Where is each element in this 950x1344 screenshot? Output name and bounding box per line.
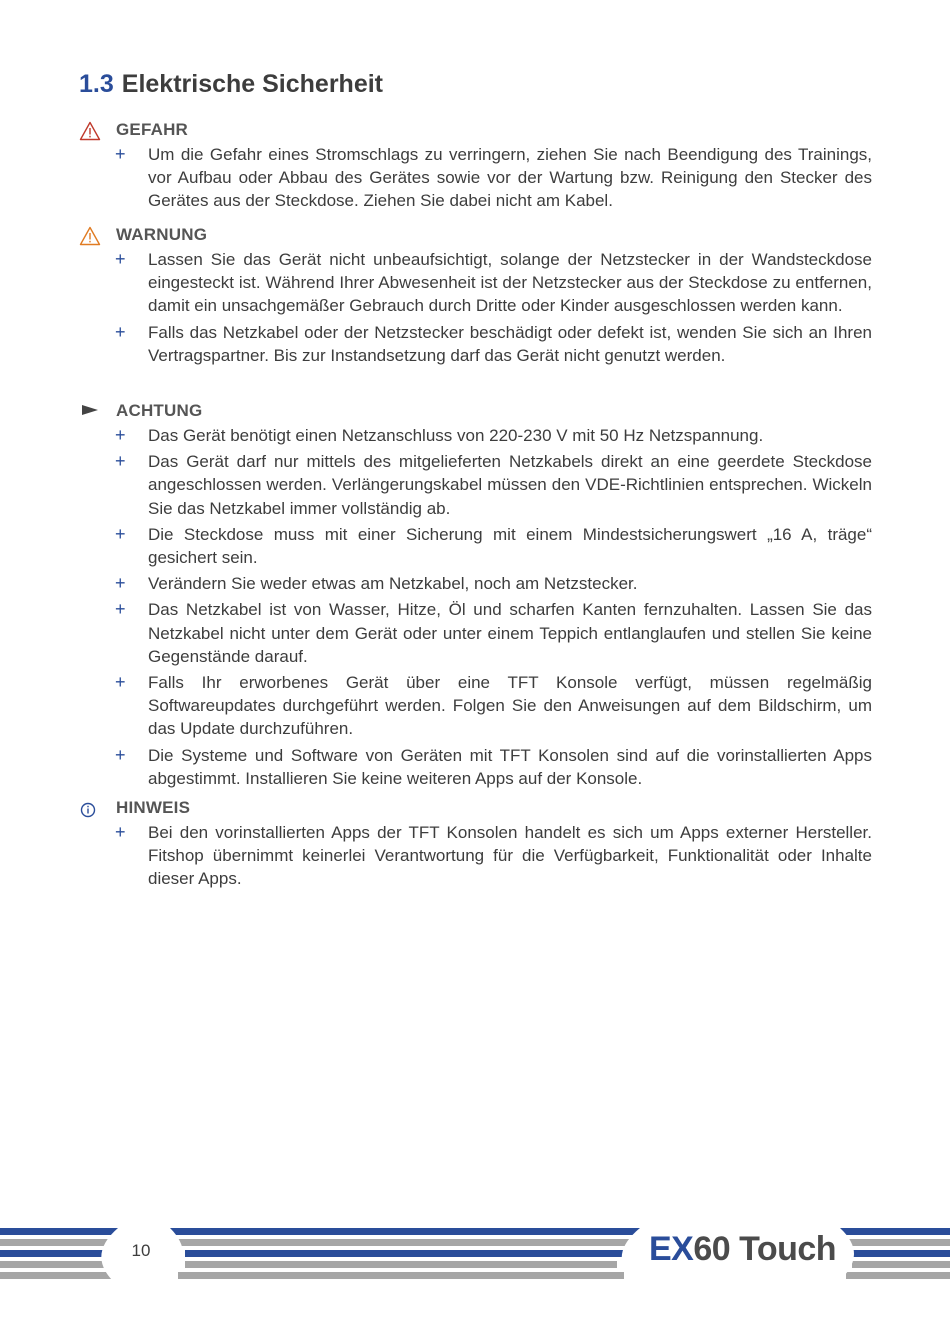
brand-logo: [640, 1230, 845, 1269]
warning-triangle-red-icon: [79, 121, 101, 141]
list-item: [0, 248, 950, 318]
plus-bullet-icon: +: [115, 744, 126, 765]
brand-prefix: EX: [648, 1230, 694, 1268]
warning-triangle-orange-icon: [79, 226, 101, 246]
section-title-warnung: WARNUNG: [116, 225, 208, 244]
list-item: [0, 671, 950, 741]
list-item-text: Falls das Netzkabel oder der Netzstecker beschädigt oder defekt ist, wenden Sie sich an Ihren Vertragspartner. Bis zur Instandsetzung darf das Gerät nicht genutzt werden.: [148, 322, 872, 365]
section-header: [0, 798, 950, 821]
info-circle-icon: [79, 799, 101, 819]
footer-stripe-middle: [168, 1228, 640, 1279]
list-item: [0, 598, 950, 668]
plus-bullet-icon: +: [115, 249, 126, 269]
section-gefahr: [0, 120, 950, 216]
list-item-text: Die Steckdose muss mit einer Sicherung mit einem Mindestsicherungswert „16 A, träge“ gesichert sein.: [148, 524, 872, 568]
section-warnung: [0, 225, 950, 370]
plus-bullet-icon: +: [115, 321, 126, 342]
brand-rest: 60 Touch: [693, 1230, 837, 1268]
page-number: 10: [131, 1241, 151, 1260]
section-achtung: [0, 401, 950, 793]
plus-bullet-icon: +: [115, 599, 126, 620]
section-header: [0, 225, 950, 248]
plus-bullet-icon: +: [115, 573, 126, 594]
list-item: [0, 523, 950, 569]
list-item-text: Bei den vorinstallierten Apps der TFT Konsolen handelt es sich um Apps externer Hersteller. Fitshop übernimmt keinerlei Verantwortung für die Verfügbarkeit, Funktionalität oder Inhalte dieser Apps.: [148, 823, 872, 889]
footer-stripe-right: [838, 1228, 950, 1279]
section-title-achtung: ACHTUNG: [116, 401, 203, 420]
list-item-text: Falls Ihr erworbenes Gerät über eine TFT Konsole verfügt, müssen regelmäßig Softwareupdates durchgeführt werden. Folgen Sie den Anweisungen auf dem Bildschirm, um das Update durchzuführen.: [148, 673, 872, 739]
list-item-text: Die Systeme und Software von Geräten mit TFT Konsolen sind auf die vorinstallierten Apps abgestimmt. Installieren Sie keine weiteren Apps auf der Konsole.: [148, 745, 872, 788]
list-item: [0, 424, 950, 447]
section-header: [0, 120, 950, 143]
list-item-text: Um die Gefahr eines Stromschlags zu verringern, ziehen Sie nach Beendigung des Trainings, vor Aufbau oder Abbau des Gerätes sowie vor der Wartung bzw. Reinigung den Stecker des Gerätes aus der Steckdose. Ziehen Sie dabei nicht am Kabel.: [148, 145, 872, 211]
list-item-text: Lassen Sie das Gerät nicht unbeaufsichtigt, solange der Netzstecker in der Wandsteckdose eingesteckt ist. Während Ihrer Abwesenheit ist der Netzstecker aus der Steckdose zu entfernen, damit ein unsachgemäßer Gebrauch durch Dritte oder Kinder ausgeschlossen werden kann.: [148, 250, 872, 316]
plus-bullet-icon: +: [115, 144, 126, 164]
section-hinweis: [0, 798, 950, 894]
list-item-text: Das Gerät darf nur mittels des mitgelieferten Netzkabels direkt an eine geerdete Steckdose angeschlossen werden. Verlängerungskabel müssen den VDE-Richtlinien entsprechen. Wickeln Sie das Netzkabel immer vollständig ab.: [148, 452, 872, 518]
list-item: [0, 821, 950, 891]
plus-bullet-icon: +: [115, 822, 126, 842]
list-item: [0, 143, 950, 213]
section-number: 1.3: [79, 70, 114, 98]
section-title: Elektrische Sicherheit: [121, 70, 383, 98]
list-item-text: Das Netzkabel ist von Wasser, Hitze, Öl und scharfen Kanten fernzuhalten. Lassen Sie das Netzkabel nicht unter dem Gerät oder unter einem Teppich entlanglaufen und stellen Sie keine Gegenstände darauf.: [148, 600, 872, 666]
list-item: [0, 572, 950, 595]
plus-bullet-icon: +: [115, 425, 126, 445]
list-item-text: Das Gerät benötigt einen Netzanschluss von 220-230 V mit 50 Hz Netzspannung.: [148, 426, 764, 445]
list-item: [0, 321, 950, 367]
section-title-gefahr: GEFAHR: [116, 120, 189, 139]
section-heading: [79, 70, 383, 99]
section-title-hinweis: HINWEIS: [116, 798, 191, 817]
plus-bullet-icon: +: [115, 451, 126, 472]
section-header: [0, 401, 950, 424]
list-item: [0, 744, 950, 790]
plus-bullet-icon: +: [115, 523, 126, 544]
list-item-text: Verändern Sie weder etwas am Netzkabel, noch am Netzstecker.: [148, 574, 638, 594]
list-item: [0, 450, 950, 520]
plus-bullet-icon: +: [115, 672, 126, 693]
flag-pointer-icon: [79, 402, 101, 422]
